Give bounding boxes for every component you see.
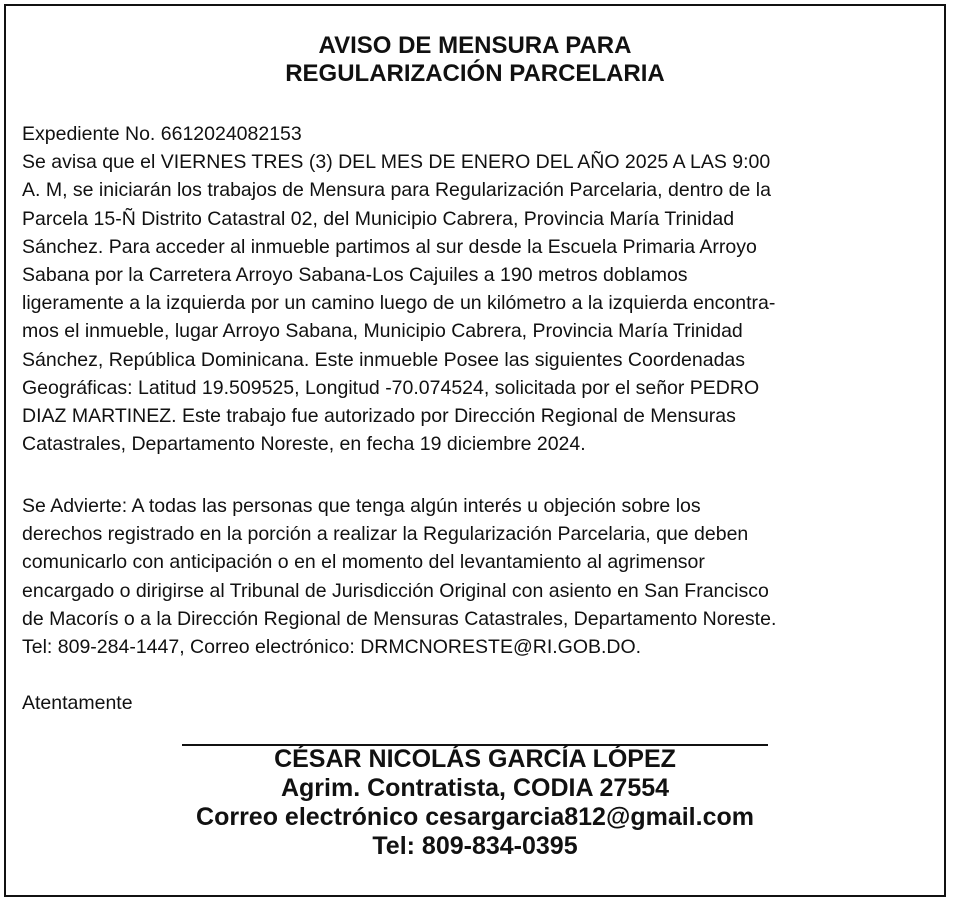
text-line: Geográficas: Latitud 19.509525, Longitud -70.074524, solicitada por el señor PEDRO	[22, 376, 760, 399]
notice-paragraph-details	[22, 120, 930, 458]
text-line: mos el inmueble, lugar Arroyo Sabana, Municipio Cabrera, Provincia María Trinidad	[22, 320, 743, 343]
text-line: Catastrales, Departamento Noreste, en fecha 19 diciembre 2024.	[22, 433, 586, 456]
text-line: de Macorís o a la Dirección Regional de Mensuras Catastrales, Departamento Noreste.	[22, 607, 777, 630]
signer-phone: Tel: 809-834-0395	[372, 832, 578, 860]
text-line: comunicarlo con anticipación o en el momento del levantamiento al agrimensor	[22, 551, 705, 574]
text-line: Sánchez, República Dominicana. Este inmueble Posee las siguientes Coordenadas	[22, 348, 746, 371]
notice-box	[4, 4, 946, 897]
closing-text: Atentamente	[22, 692, 133, 714]
text-line: Se Advierte: A todas las personas que tenga algún interés u objeción sobre los	[22, 495, 701, 517]
text-line: Sabana por la Carretera Arroyo Sabana-Los Cajuiles a 190 metros doblamos	[22, 264, 688, 287]
text-line: derechos registrado en la porción a realizar la Regularización Parcelaria, que deben	[22, 523, 749, 546]
notice-title	[6, 32, 944, 88]
text-line: encargado o dirigirse al Tribunal de Jurisdicción Original con asiento en San Francisco	[22, 579, 769, 602]
notice-paragraph-warning	[22, 492, 930, 661]
title-line: REGULARIZACIÓN PARCELARIA	[285, 60, 665, 87]
case-number: Expediente No. 6612024082153	[22, 123, 302, 145]
signer-email: Correo electrónico cesargarcia812@gmail.com	[196, 803, 754, 831]
text-line: ligeramente a la izquierda por un camino luego de un kilómetro a la izquierda encontra-	[22, 292, 776, 315]
signer-title: Agrim. Contratista, CODIA 27554	[280, 774, 670, 802]
signer-name: CÉSAR NICOLÁS GARCÍA LÓPEZ	[274, 745, 676, 773]
text-line: A. M, se iniciarán los trabajos de Mensura para Regularización Parcelaria, dentro de la	[22, 179, 771, 202]
contact-line: Tel: 809-284-1447, Correo electrónico: DRMCNORESTE@RI.GOB.DO.	[22, 636, 642, 659]
title-line: AVISO DE MENSURA PARA	[318, 32, 632, 59]
text-line: Sánchez. Para acceder al inmueble partimos al sur desde la Escuela Primaria Arroyo	[22, 235, 757, 258]
signature-block	[6, 745, 944, 861]
text-line: Parcela 15-Ñ Distrito Catastral 02, del Municipio Cabrera, Provincia María Trinidad	[22, 207, 735, 230]
text-line: Se avisa que el VIERNES TRES (3) DEL MES DE ENERO DEL AÑO 2025 A LAS 9:00	[22, 151, 771, 174]
text-line: DIAZ MARTINEZ. Este trabajo fue autorizado por Dirección Regional de Mensuras	[22, 405, 736, 428]
